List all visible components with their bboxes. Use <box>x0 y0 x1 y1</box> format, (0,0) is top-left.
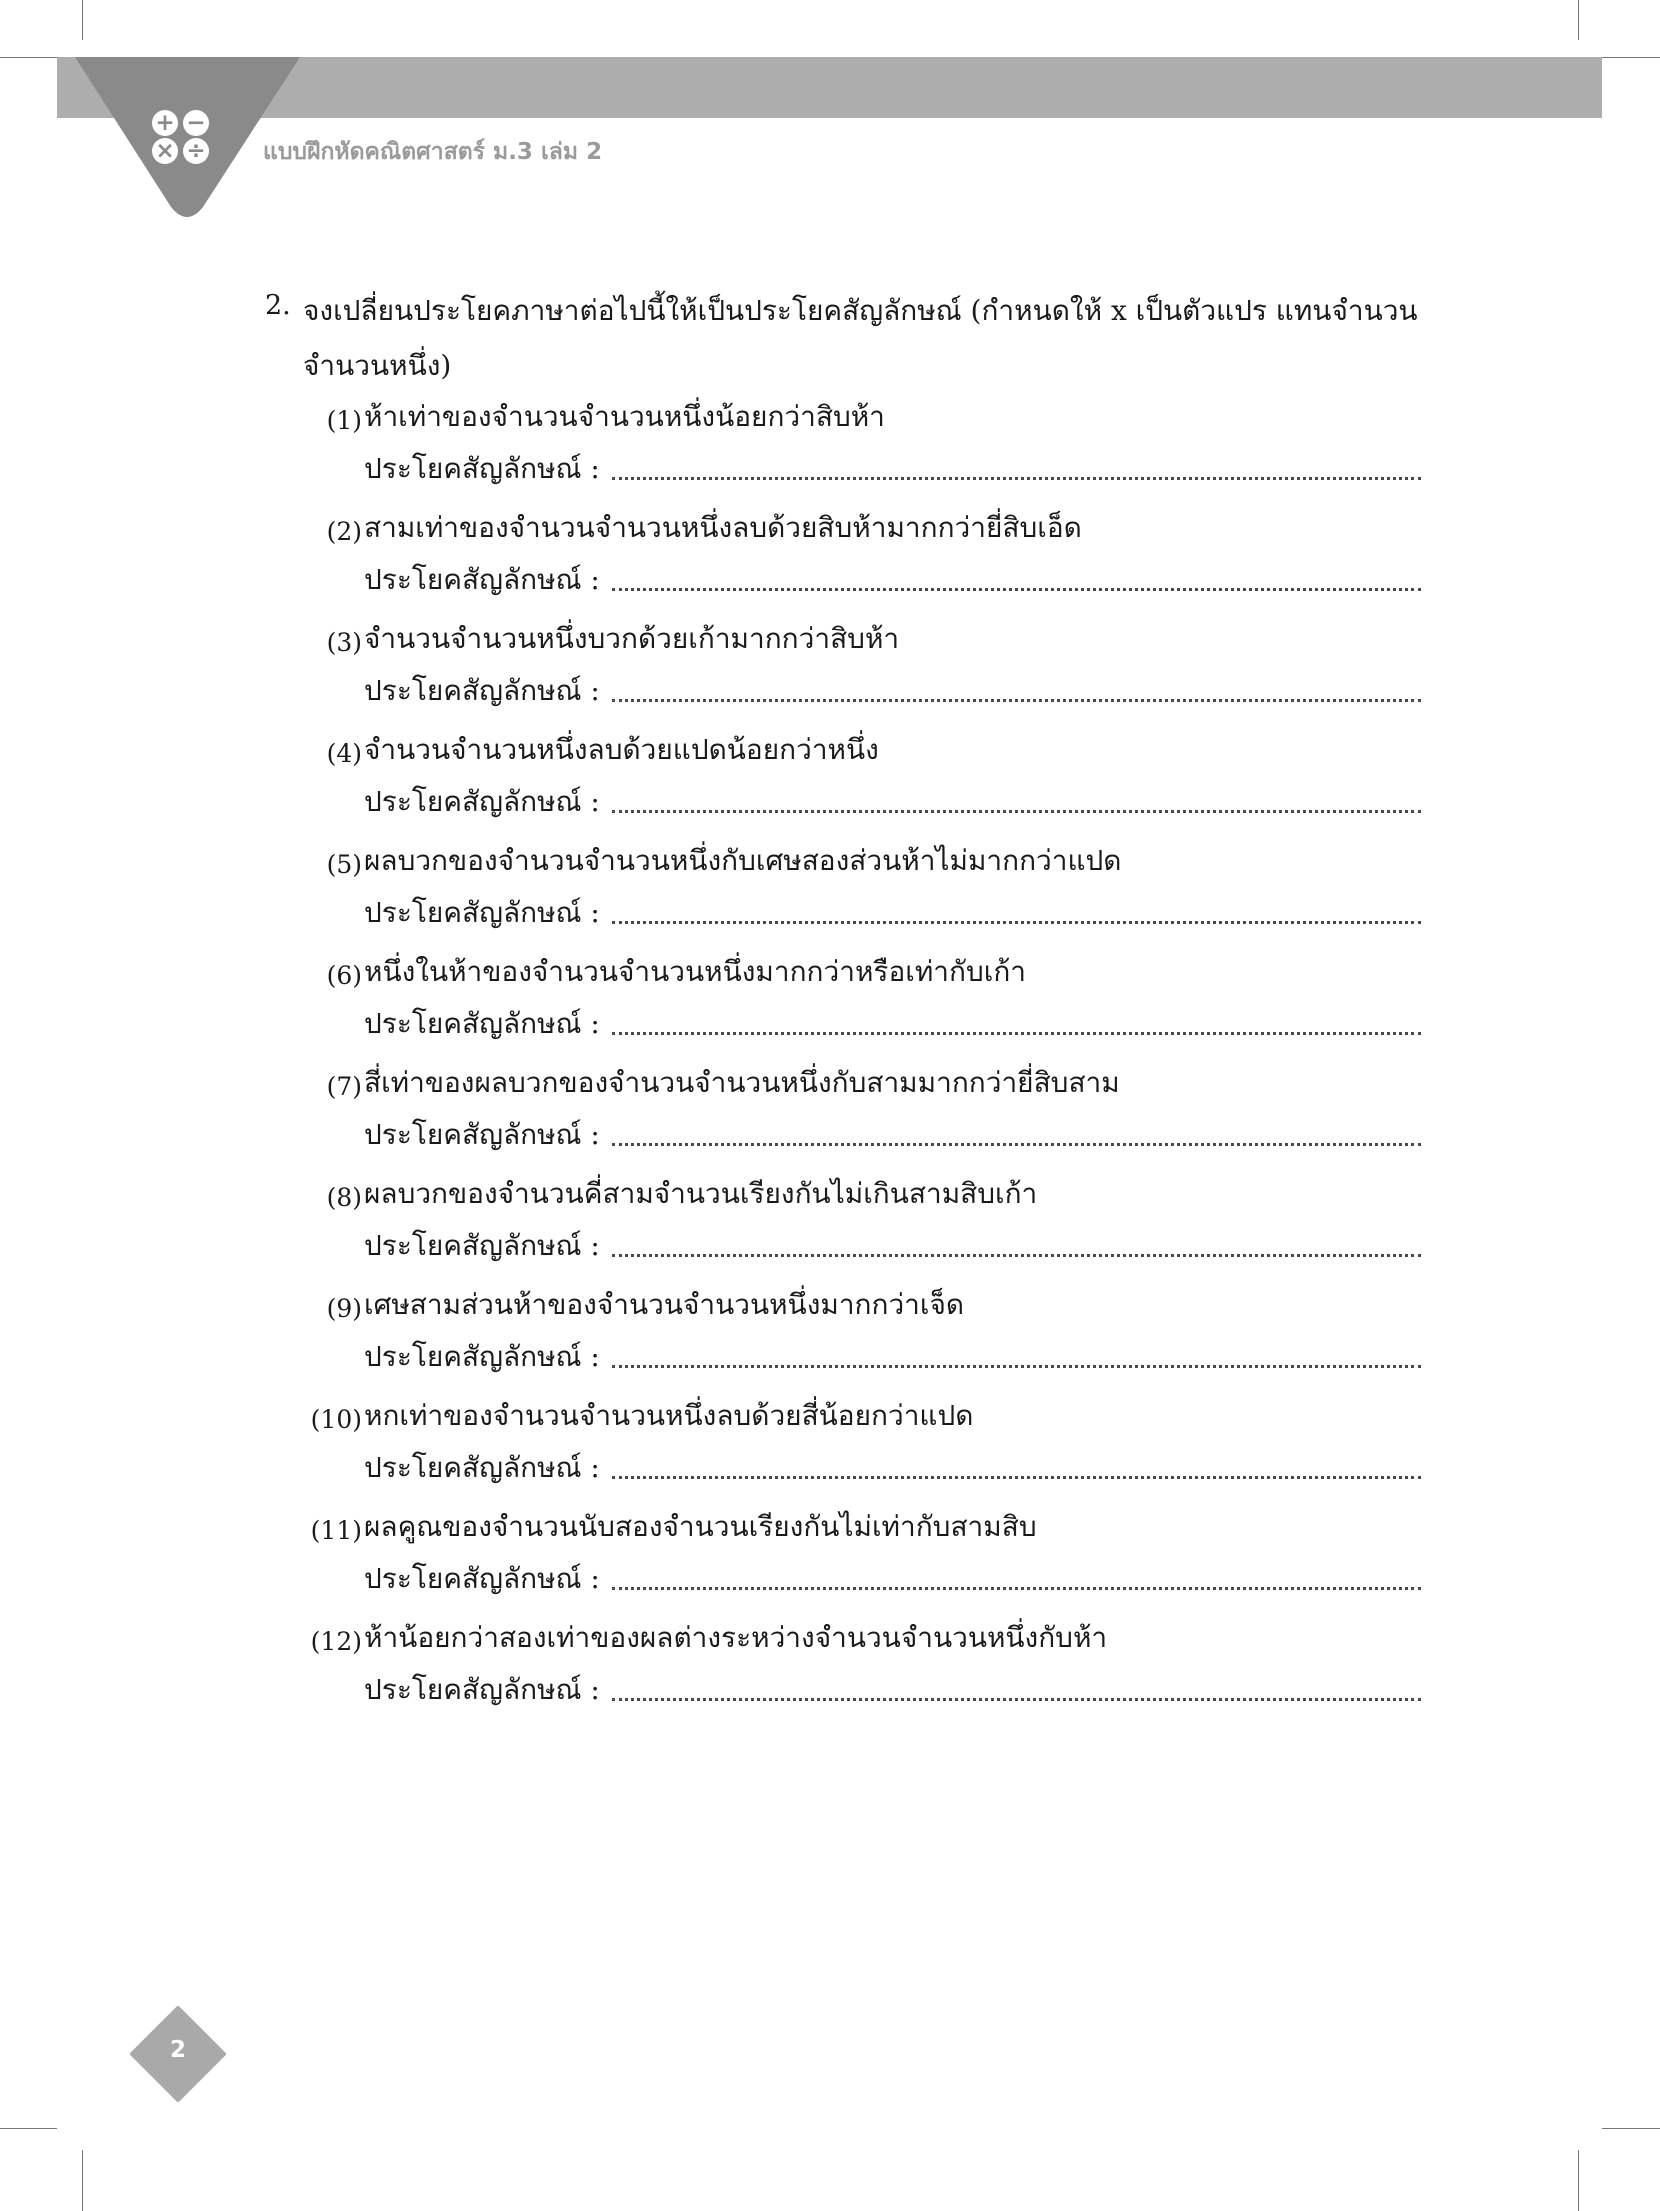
answer-line[interactable] <box>364 1115 1421 1155</box>
item-number: (2) <box>326 517 362 546</box>
exercise-item <box>303 1170 1421 1281</box>
exercise-item <box>303 1503 1421 1614</box>
answer-label: ประโยคสัญลักษณ์ : <box>364 1562 600 1595</box>
crop-mark <box>0 57 57 58</box>
question-number: 2. <box>265 290 291 321</box>
answer-line[interactable] <box>364 671 1421 711</box>
answer-blank[interactable] <box>612 588 1421 591</box>
exercise-item <box>303 504 1421 615</box>
item-text: ผลบวกของจำนวนคี่สามจำนวนเรียงกันไม่เกินสามสิบเก้า <box>364 1177 1038 1210</box>
page-number: 2 <box>169 2037 186 2063</box>
exercise-item <box>303 726 1421 837</box>
answer-blank[interactable] <box>612 1587 1421 1590</box>
exercise-item <box>303 1392 1421 1503</box>
crop-mark <box>1578 2150 1579 2211</box>
answer-blank[interactable] <box>612 1143 1421 1146</box>
answer-label: ประโยคสัญลักษณ์ : <box>364 896 600 929</box>
answer-label: ประโยคสัญลักษณ์ : <box>364 1451 600 1484</box>
minus-icon: − <box>183 110 209 136</box>
crop-mark <box>1602 57 1660 58</box>
crop-mark <box>1578 0 1579 40</box>
header-title: แบบฝึกหัดคณิตศาสตร์ ม.3 เล่ม 2 <box>263 139 603 165</box>
crop-mark <box>1602 2128 1660 2129</box>
item-text: ผลบวกของจำนวนจำนวนหนึ่งกับเศษสองส่วนห้าไม่มากกว่าแปด <box>364 844 1122 877</box>
item-number: (12) <box>310 1627 362 1656</box>
crop-mark <box>82 2150 83 2211</box>
answer-line[interactable] <box>364 1004 1421 1044</box>
answer-blank[interactable] <box>612 810 1421 813</box>
item-text: จำนวนจำนวนหนึ่งบวกด้วยเก้ามากกว่าสิบห้า <box>364 622 900 655</box>
item-text: สี่เท่าของผลบวกของจำนวนจำนวนหนึ่งกับสามมากกว่ายี่สิบสาม <box>364 1066 1120 1099</box>
answer-line[interactable] <box>364 1226 1421 1266</box>
answer-blank[interactable] <box>612 477 1421 480</box>
item-number: (5) <box>326 850 362 879</box>
answer-line[interactable] <box>364 449 1421 489</box>
answer-blank[interactable] <box>612 1365 1421 1368</box>
item-text: จำนวนจำนวนหนึ่งลบด้วยแปดน้อยกว่าหนึ่ง <box>364 733 879 766</box>
crop-mark <box>82 0 83 40</box>
answer-label: ประโยคสัญลักษณ์ : <box>364 674 600 707</box>
multiply-icon: × <box>152 138 178 164</box>
item-number: (7) <box>326 1072 362 1101</box>
exercise-item <box>303 393 1421 504</box>
math-operators-icon <box>150 110 212 164</box>
item-text: ห้าน้อยกว่าสองเท่าของผลต่างระหว่างจำนวนจำนวนหนึ่งกับห้า <box>364 1621 1108 1654</box>
item-text: เศษสามส่วนห้าของจำนวนจำนวนหนึ่งมากกว่าเจ็ด <box>364 1288 965 1321</box>
item-text: หนึ่งในห้าของจำนวนจำนวนหนึ่งมากกว่าหรือเท่ากับเก้า <box>364 955 1026 988</box>
answer-label: ประโยคสัญลักษณ์ : <box>364 563 600 596</box>
answer-blank[interactable] <box>612 1032 1421 1035</box>
item-number: (8) <box>326 1183 362 1212</box>
answer-blank[interactable] <box>612 1698 1421 1701</box>
item-number: (11) <box>310 1516 362 1545</box>
answer-blank[interactable] <box>612 1476 1421 1479</box>
item-text: หกเท่าของจำนวนจำนวนหนึ่งลบด้วยสี่น้อยกว่าแปด <box>364 1399 974 1432</box>
item-number: (1) <box>326 406 362 435</box>
answer-line[interactable] <box>364 560 1421 600</box>
item-text: ผลคูณของจำนวนนับสองจำนวนเรียงกันไม่เท่ากับสามสิบ <box>364 1510 1037 1543</box>
question-text: จงเปลี่ยนประโยคภาษาต่อไปนี้ให้เป็นประโยคสัญลักษณ์ (กำหนดให้ x เป็นตัวแปร แทนจำนวนจำนวนหนึ่ง) <box>303 294 1418 382</box>
exercise-item <box>303 1059 1421 1170</box>
item-number: (6) <box>326 961 362 990</box>
answer-label: ประโยคสัญลักษณ์ : <box>364 1007 600 1040</box>
answer-label: ประโยคสัญลักษณ์ : <box>364 1118 600 1151</box>
item-number: (9) <box>326 1294 362 1323</box>
answer-blank[interactable] <box>612 699 1421 702</box>
answer-line[interactable] <box>364 1337 1421 1377</box>
answer-line[interactable] <box>364 1448 1421 1488</box>
exercise-item <box>303 948 1421 1059</box>
item-number: (3) <box>326 628 362 657</box>
answer-label: ประโยคสัญลักษณ์ : <box>364 1673 600 1706</box>
exercise-item <box>303 837 1421 948</box>
answer-label: ประโยคสัญลักษณ์ : <box>364 452 600 485</box>
divide-icon: ÷ <box>183 138 209 164</box>
crop-mark <box>0 2128 57 2129</box>
answer-label: ประโยคสัญลักษณ์ : <box>364 1229 600 1262</box>
item-text: สามเท่าของจำนวนจำนวนหนึ่งลบด้วยสิบห้ามากกว่ายี่สิบเอ็ด <box>364 511 1082 544</box>
answer-label: ประโยคสัญลักษณ์ : <box>364 1340 600 1373</box>
answer-line[interactable] <box>364 1559 1421 1599</box>
answer-line[interactable] <box>364 1670 1421 1710</box>
item-number: (4) <box>326 739 362 768</box>
answer-blank[interactable] <box>612 1254 1421 1257</box>
item-number: (10) <box>310 1405 362 1434</box>
exercise-item <box>303 1281 1421 1392</box>
answer-line[interactable] <box>364 893 1421 933</box>
exercise-item <box>303 615 1421 726</box>
plus-icon: + <box>152 110 178 136</box>
answer-label: ประโยคสัญลักษณ์ : <box>364 785 600 818</box>
item-text: ห้าเท่าของจำนวนจำนวนหนึ่งน้อยกว่าสิบห้า <box>364 400 885 433</box>
exercise-item <box>303 1614 1421 1725</box>
answer-blank[interactable] <box>612 921 1421 924</box>
answer-line[interactable] <box>364 782 1421 822</box>
